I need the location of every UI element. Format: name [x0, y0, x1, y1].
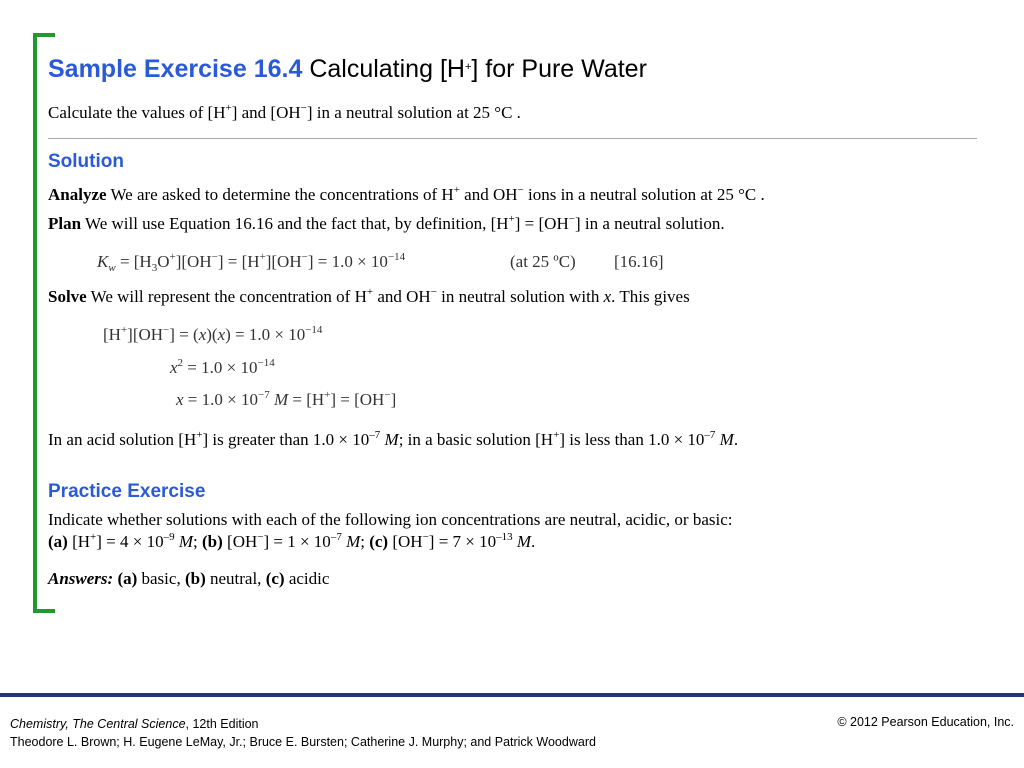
analyze-paragraph: Analyze We are asked to determine the concentrations of H+ and OH− ions in a neutral solution at 25 °C .: [48, 184, 765, 204]
footer-copyright: © 2012 Pearson Education, Inc.: [837, 715, 1014, 729]
practice-heading: Practice Exercise: [48, 481, 206, 502]
page-title: [48, 55, 647, 84]
footer-book-title: Chemistry, The Central Science: [10, 717, 186, 731]
plan-paragraph: Plan We will use Equation 16.16 and the fact that, by definition, [H+] = [OH−] in a neutral solution.: [48, 213, 725, 233]
footer-divider: [0, 693, 1024, 697]
conclusion-paragraph: In an acid solution [H+] is greater than $1.0 \times 10^{-7}$ M; in a basic solution [H+] is less than $1.0 \times 10^{-7}$ M.: [48, 429, 739, 449]
practice-question: Indicate whether solutions with each of the following ion concentrations are neutral, acidic, or basic:: [48, 510, 733, 529]
solve-equation-2: $x^2 = 1.0 \times 10^{-14}$: [170, 357, 275, 377]
solution-heading: Solution: [48, 151, 124, 172]
answers-line: Answers: (a) basic, (b) neutral, (c) acidic: [48, 569, 330, 588]
solve-equation-1: $[H^+][OH^-] = (x)(x) = 1.0 \times 10^{-14}$: [103, 324, 323, 344]
equation-reference: [16.16]: [614, 252, 664, 271]
solve-paragraph: Solve We will represent the concentration of H+ and OH− in neutral solution with x. This gives: [48, 286, 690, 306]
problem-statement: Calculate the values of [H+] and [OH−] in a neutral solution at 25 °C .: [48, 102, 521, 122]
title-exercise-number: Sample Exercise 16.4: [48, 55, 303, 83]
kw-condition: (at 25 ºC): [510, 252, 576, 271]
footer-citation: Chemistry, The Central Science, 12th Edition Theodore L. Brown; H. Eugene LeMay, Jr.; Bruce E. Bursten; Catherine J. Murphy; and Patrick Woodward: [10, 717, 596, 749]
practice-concentrations: (a) $[H^+] = 4 \times 10^{-9}$ M; (b) $[OH^-] = 1 \times 10^{-7}$ M; (c) $[OH^-] = 7 \times 10^{-13}$ M.: [48, 531, 536, 551]
divider: [48, 138, 977, 139]
solve-equation-3: $x = 1.0 \times 10^{-7}$ M = [H+] = [OH−]: [176, 389, 397, 409]
title-text: Calculating [H+] for Pure Water: [309, 55, 647, 83]
kw-equation: $K_w = [H_3O^+][OH^-] = [H^+][OH^-] = 1.0 \times 10^{-14}$: [97, 251, 406, 274]
footer-authors: Theodore L. Brown; H. Eugene LeMay, Jr.; Bruce E. Bursten; Catherine J. Murphy; and Patrick Woodward: [10, 735, 596, 749]
